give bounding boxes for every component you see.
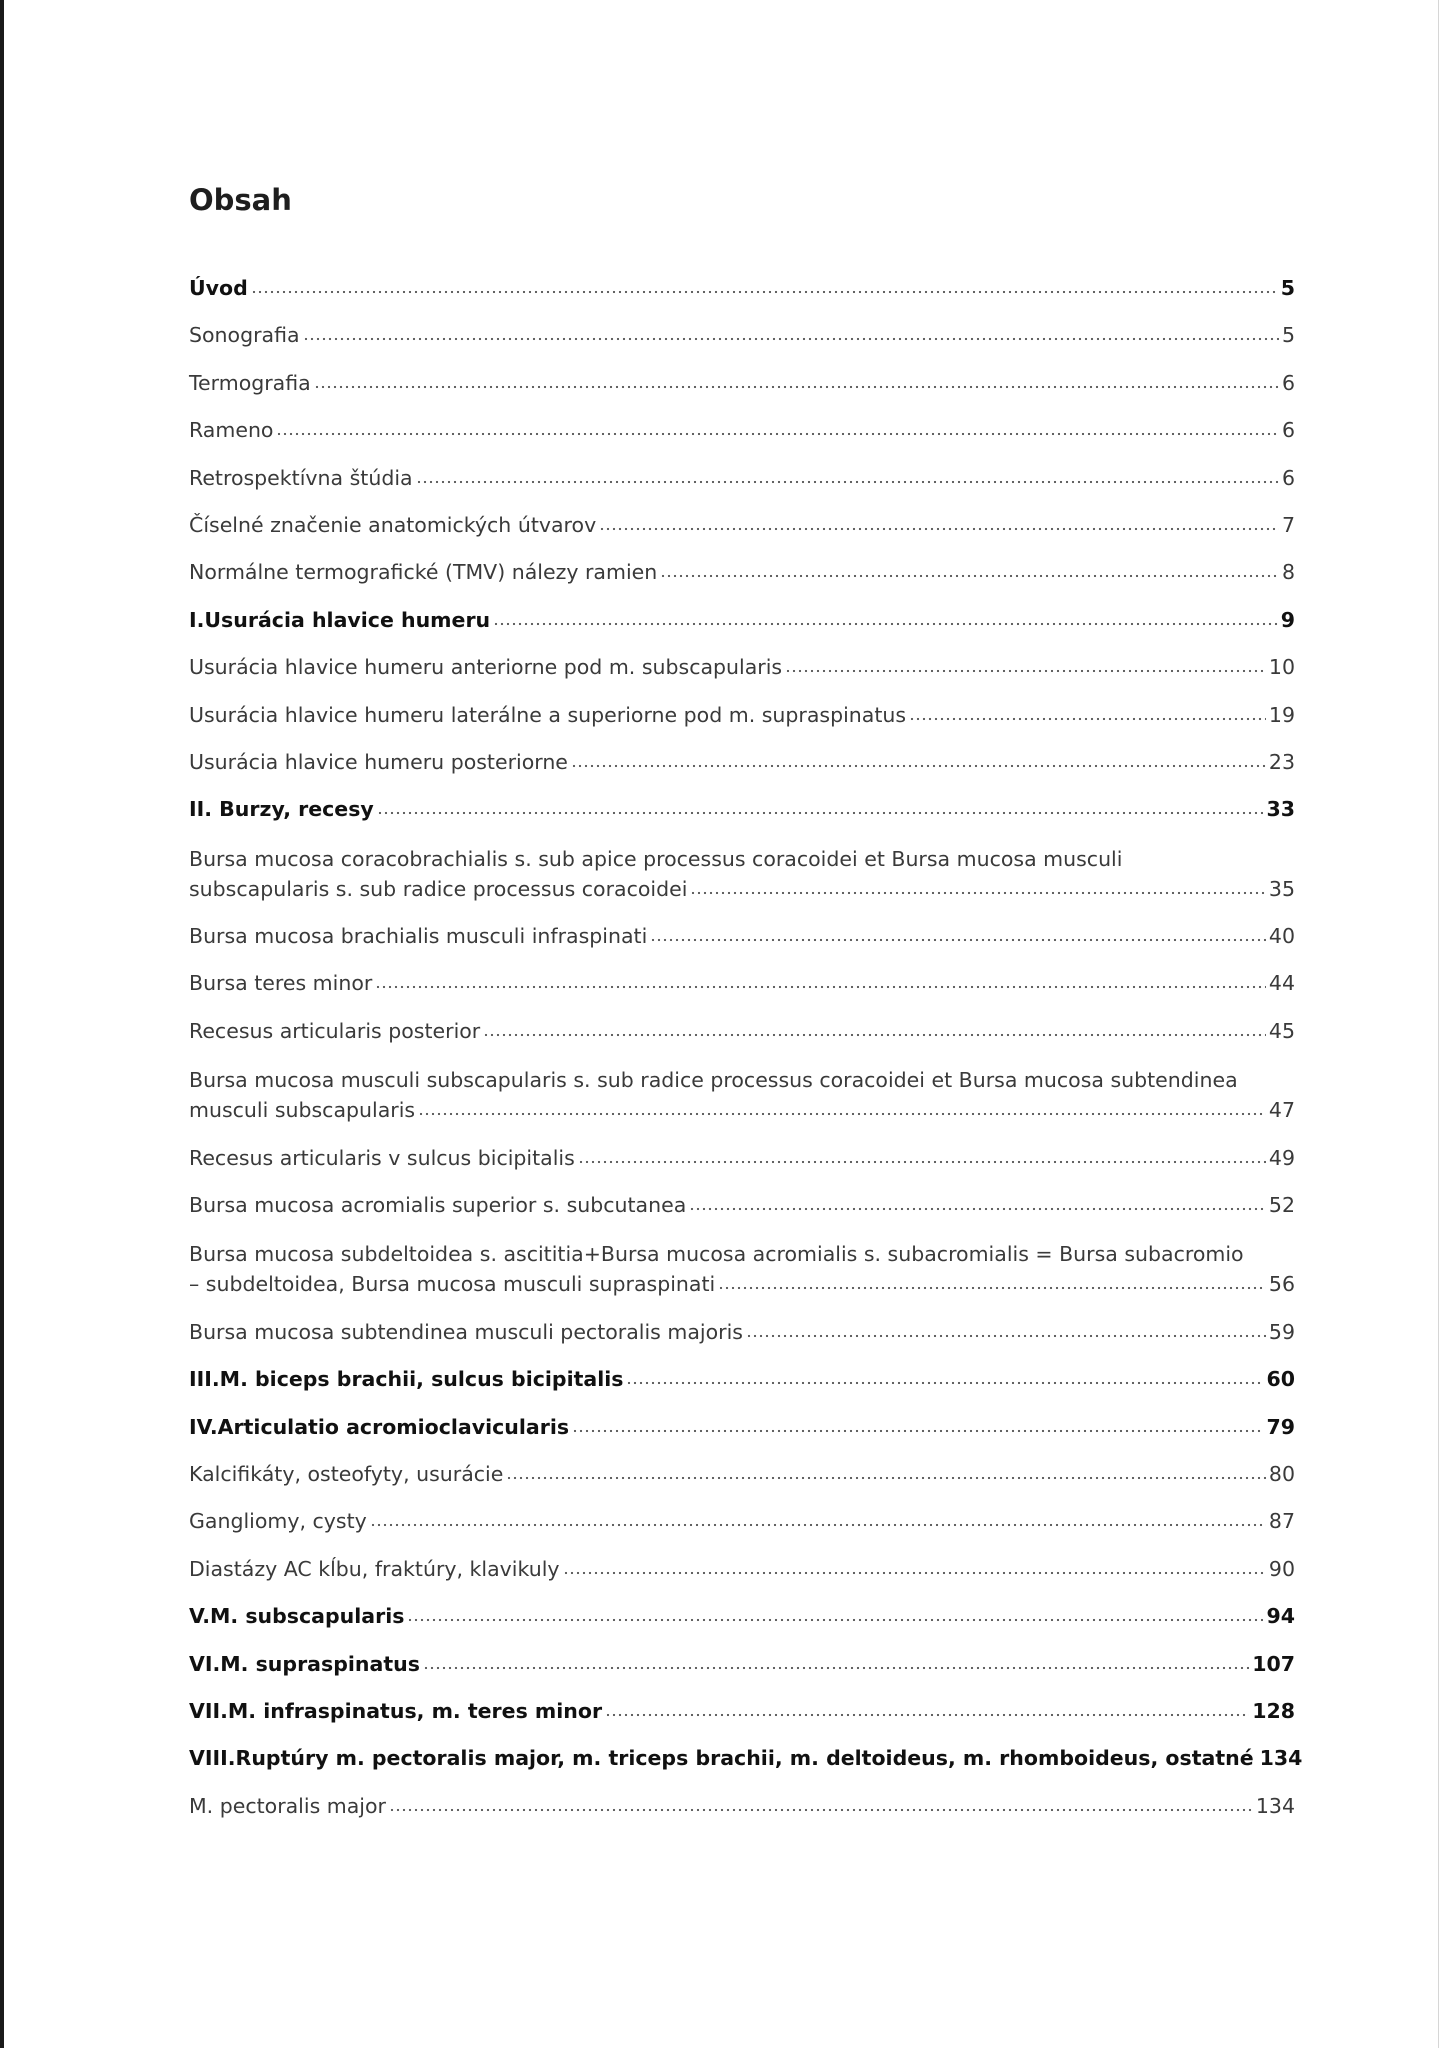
toc-entry-line [189, 1792, 1295, 1820]
toc-entry-line [189, 969, 1295, 997]
toc-chapter-entry [189, 1744, 1303, 1772]
toc-entry-title: Diastázy AC kĺbu, fraktúry, klavikuly [189, 1556, 560, 1581]
toc-entry-title: Bursa mucosa brachialis musculi infraspinati [189, 924, 648, 949]
toc-entry-title: Sonografia [189, 323, 300, 348]
toc-entry-page-number: 33 [1266, 797, 1295, 822]
scan-edge-left [0, 0, 4, 2048]
toc-entry-title: Recesus articularis posterior [189, 1018, 481, 1043]
toc-entry-page-number: 10 [1268, 655, 1295, 680]
toc-entry-page-number: 45 [1268, 1018, 1295, 1043]
dot-leader [746, 1333, 1266, 1339]
dot-leader [626, 1380, 1263, 1386]
toc-entry-line [189, 922, 1295, 950]
toc-entry-page-number: 6 [1281, 418, 1295, 443]
toc-chapter-entry [189, 1413, 1295, 1441]
toc-entry-title: Usurácia hlavice humeru laterálne a superiorne pod m. supraspinatus [189, 702, 907, 727]
toc-entry-line [189, 1650, 1295, 1678]
toc-entry-page-number: 35 [1268, 876, 1295, 901]
toc-entry [189, 416, 1295, 444]
toc-entry-page-number: 47 [1268, 1098, 1295, 1123]
toc-entry [189, 1238, 1295, 1298]
toc-entry-page-number: 128 [1252, 1698, 1295, 1723]
toc-entry-page-number: 134 [1255, 1793, 1295, 1818]
toc-entry [189, 1017, 1295, 1045]
toc-entry-line [189, 1697, 1295, 1725]
dot-leader [690, 890, 1266, 896]
toc-entry-title: IV.Articulatio acromioclavicularis [189, 1414, 570, 1439]
dot-leader [418, 1111, 1266, 1117]
toc-entry [189, 969, 1295, 997]
toc-entry-line [189, 1318, 1295, 1346]
dot-leader [370, 1522, 1266, 1528]
toc-entry-line [189, 1365, 1295, 1393]
toc-entry-line [189, 1144, 1295, 1172]
toc-entry-page-number: 107 [1252, 1651, 1295, 1676]
toc-entry-title: Retrospektívna štúdia [189, 465, 413, 490]
toc-entry [189, 843, 1295, 903]
dot-leader [276, 431, 1278, 437]
toc-entry-title: Rameno [189, 418, 274, 443]
toc-chapter-entry [189, 1697, 1295, 1725]
toc-entry-page-number: 94 [1266, 1604, 1295, 1629]
dot-leader [493, 621, 1278, 627]
toc-entry-page-number: 52 [1268, 1193, 1295, 1218]
toc-entry-page-number: 6 [1281, 370, 1295, 395]
toc-entry [189, 558, 1295, 586]
toc-entry-page-number: 5 [1280, 276, 1295, 300]
toc-entry-title: V.M. subscapularis [189, 1604, 405, 1629]
dot-leader [314, 384, 1279, 390]
toc-entry-page-number: 40 [1268, 924, 1295, 949]
toc-entry-line [189, 369, 1295, 397]
dot-leader [650, 937, 1266, 943]
dot-leader [416, 479, 1279, 485]
toc-entry-page-number: 60 [1266, 1367, 1295, 1392]
toc-entry-title: M. pectoralis major [189, 1793, 386, 1818]
toc-entry-title: Bursa mucosa musculi subscapularis s. sub radice processus coracoidei et Bursa mucosa subtendinea [189, 1068, 1238, 1093]
toc-entry-page-number: 90 [1268, 1556, 1295, 1581]
document-page [189, 176, 1303, 1818]
toc-entry-line [189, 1017, 1295, 1045]
toc-chapter-entry [189, 1602, 1295, 1630]
toc-entry [189, 1064, 1295, 1124]
toc-entry-line [189, 1555, 1295, 1583]
toc-entry-line [189, 875, 1295, 903]
toc-entry-title: Bursa mucosa coracobrachialis s. sub apice processus coracoidei et Bursa mucosa musculi [189, 846, 1123, 871]
dot-leader [303, 336, 1279, 342]
dot-leader [251, 289, 1278, 295]
toc-entry-page-number: 79 [1266, 1414, 1295, 1439]
dot-leader [407, 1617, 1263, 1623]
dot-leader [563, 1570, 1266, 1576]
toc-entry-title-continuation: musculi subscapularis [189, 1098, 416, 1123]
toc-chapter-entry [189, 1650, 1295, 1678]
dot-leader [423, 1665, 1249, 1671]
toc-entry-title: Termografia [189, 370, 311, 395]
dot-leader [506, 1475, 1266, 1481]
toc-entry-line [189, 1460, 1295, 1488]
toc-entry-title: II. Burzy, recesy [189, 797, 374, 822]
toc-entry-line [189, 274, 1295, 302]
dot-leader [377, 810, 1264, 816]
toc-entry-line [189, 416, 1295, 444]
dot-leader [389, 1807, 1253, 1813]
dot-leader [785, 668, 1266, 674]
toc-entry-page-number: 5 [1281, 323, 1295, 348]
toc-entry-line [189, 558, 1295, 586]
toc-entry-page-number: 134 [1259, 1746, 1303, 1771]
toc-entry [189, 511, 1295, 539]
dot-leader [909, 716, 1266, 722]
toc-entry-page-number: 56 [1268, 1272, 1295, 1297]
toc-entry-page-number: 87 [1268, 1509, 1295, 1534]
toc-entry-line [189, 795, 1295, 823]
dot-leader [483, 1032, 1266, 1038]
toc-chapter-entry [189, 606, 1295, 634]
toc-entry [189, 701, 1295, 729]
toc-entry-title: Usurácia hlavice humeru anteriorne pod m. subscapularis [189, 655, 783, 680]
dot-leader [599, 526, 1279, 532]
toc-entry-line [189, 464, 1295, 492]
toc-entry-page-number: 8 [1281, 560, 1295, 585]
toc-entry-title-continuation: – subdeltoidea, Bursa mucosa musculi supraspinati [189, 1272, 716, 1297]
toc-entry-title: VII.M. infraspinatus, m. teres minor [189, 1698, 603, 1723]
toc-entry-line [189, 321, 1295, 349]
toc-entry-title: Bursa teres minor [189, 971, 373, 996]
toc-entry-line [189, 511, 1295, 539]
toc-entry-page-number: 44 [1268, 971, 1295, 996]
toc-entry-title: Bursa mucosa subdeltoidea s. ascititia+Bursa mucosa acromialis s. subacromialis = Bursa subacromio [189, 1242, 1244, 1267]
toc-entry [189, 1792, 1295, 1820]
toc-entry-title: Úvod [189, 276, 248, 300]
toc-chapter-entry [189, 1365, 1295, 1393]
toc-entry-title: VI.M. supraspinatus [189, 1651, 420, 1676]
toc-entry-title: Bursa mucosa acromialis superior s. subcutanea [189, 1193, 687, 1218]
toc-entry [189, 1144, 1295, 1172]
toc-entry-page-number: 6 [1281, 465, 1295, 490]
toc-entry-title-continuation: subscapularis s. sub radice processus coracoidei [189, 876, 688, 901]
toc-entry-page-number: 80 [1268, 1461, 1295, 1486]
toc-entry [189, 1555, 1295, 1583]
toc-entry-title: Recesus articularis v sulcus bicipitalis [189, 1145, 575, 1170]
toc-entry-title: Gangliomy, cysty [189, 1509, 367, 1534]
toc-entry [189, 653, 1295, 681]
toc-entry-line [189, 653, 1295, 681]
toc-entry-title: Bursa mucosa subtendinea musculi pectoralis majoris [189, 1319, 743, 1344]
toc-entry-page-number: 9 [1280, 607, 1295, 632]
table-of-contents [189, 274, 1303, 1839]
toc-entry-line [189, 748, 1295, 776]
dot-leader [660, 573, 1279, 579]
toc-entry-page-number: 7 [1281, 512, 1295, 537]
scan-edge-right [1438, 0, 1439, 2048]
toc-entry [189, 1191, 1295, 1219]
toc-chapter-entry [189, 274, 1295, 302]
toc-entry-page-number: 49 [1268, 1145, 1295, 1170]
toc-entry [189, 922, 1295, 950]
dot-leader [571, 763, 1266, 769]
page-title: Obsah [189, 183, 292, 217]
toc-chapter-entry [189, 795, 1295, 823]
dot-leader [578, 1159, 1266, 1165]
dot-leader [718, 1285, 1266, 1291]
toc-entry [189, 1507, 1295, 1535]
toc-entry-title: Číselné značenie anatomických útvarov [189, 512, 597, 537]
toc-entry-line [189, 1096, 1295, 1124]
toc-entry-line [189, 1744, 1303, 1772]
toc-entry-line [189, 1602, 1295, 1630]
toc-entry [189, 464, 1295, 492]
toc-entry-page-number: 23 [1268, 749, 1295, 774]
toc-entry-line [189, 1413, 1295, 1441]
toc-entry [189, 321, 1295, 349]
toc-entry [189, 1318, 1295, 1346]
toc-entry-title: VIII.Ruptúry m. pectoralis major, m. triceps brachii, m. deltoideus, m. rhomboideus, ostatné [189, 1746, 1254, 1771]
toc-entry-line [189, 1507, 1295, 1535]
dot-leader [689, 1206, 1266, 1212]
toc-entry [189, 1460, 1295, 1488]
toc-entry-title: I.Usurácia hlavice humeru [189, 607, 491, 632]
toc-entry-page-number: 59 [1268, 1319, 1295, 1344]
toc-entry-line [189, 701, 1295, 729]
toc-entry-line [189, 1191, 1295, 1219]
dot-leader [605, 1712, 1249, 1718]
toc-entry-line [189, 1270, 1295, 1298]
dot-leader [375, 984, 1266, 990]
toc-entry-title: Usurácia hlavice humeru posteriorne [189, 749, 568, 774]
toc-entry-page-number: 19 [1268, 702, 1295, 727]
toc-entry [189, 748, 1295, 776]
toc-entry-line [189, 606, 1295, 634]
toc-entry-title: Normálne termografické (TMV) nálezy ramien [189, 560, 658, 585]
dot-leader [572, 1428, 1263, 1434]
toc-entry-title: III.M. biceps brachii, sulcus bicipitalis [189, 1367, 624, 1392]
toc-entry [189, 369, 1295, 397]
toc-entry-title: Kalcifikáty, osteofyty, usurácie [189, 1461, 504, 1486]
